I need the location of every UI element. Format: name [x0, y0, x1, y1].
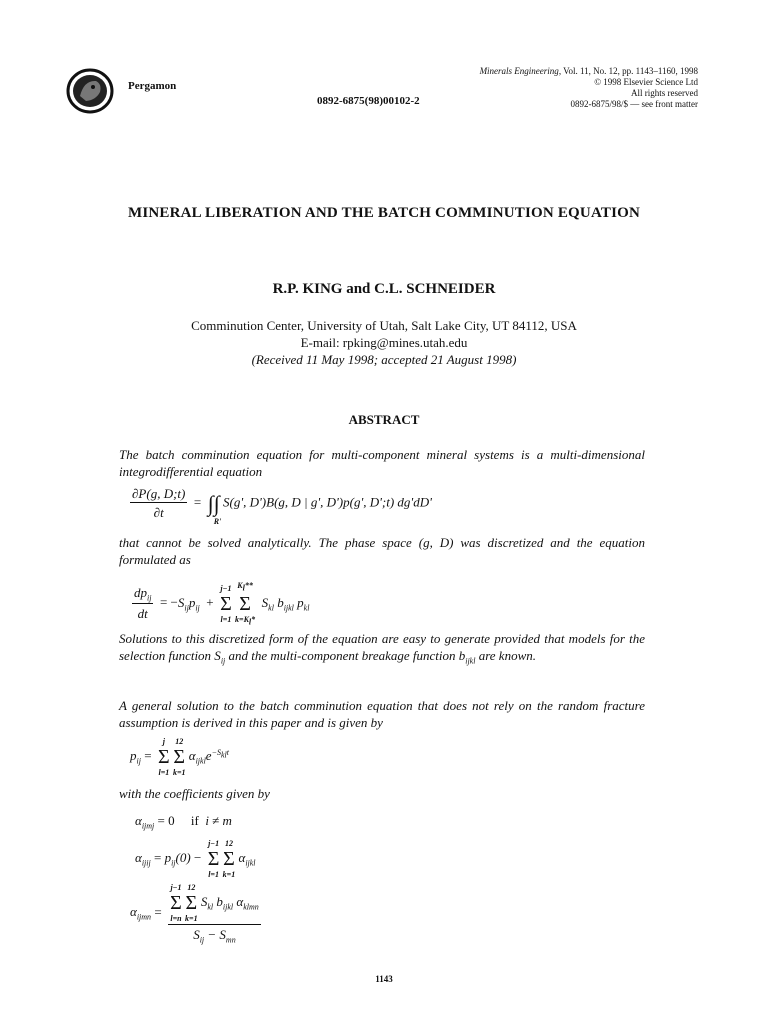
paper-title: MINERAL LIBERATION AND THE BATCH COMMINUTION EQUATION	[127, 205, 641, 221]
equation-coefficient-zero: $\alpha_{ijmj} = 0$ if i ≠ m	[135, 813, 232, 831]
abstract-paragraph-5: with the coefficients given by	[119, 786, 270, 801]
institution: Comminution Center, University of Utah, Salt Lake City, UT 84112, USA	[191, 318, 577, 333]
p3-sub-ijkl: ijkl	[465, 656, 476, 666]
abstract-paragraph-2: that cannot be solved analytically. The phase space (g, D) was discretized and the equation formulated as	[119, 535, 645, 567]
p3-sub-ij: ij	[220, 656, 226, 666]
equation-discretized: $\frac{dp_{ij}}{dt}$ = $-S_{ij}p_{ij}$ + j−1 Σ l=1 $K_l**$ Σ $k=K_l*$ $S_{kl}$ $b_{ijkl}$ $p_{kl}$	[134, 581, 310, 627]
publisher-logo-icon	[66, 68, 114, 114]
equation-coefficient-general: $\alpha_{ijmn}$ = j−1 Σ l=n 12 Σ k=1 $S_{kl}$ $b_{ijkl}$ $\alpha_{klmn}$ $S_{ij} - S_{mn}$	[130, 883, 259, 945]
doi: 0892-6875(98)00102-2	[317, 95, 420, 107]
journal-details: , Vol. 11, No. 12, pp. 1143–1160, 1998	[558, 66, 698, 76]
journal-name: Minerals Engineering	[479, 66, 559, 76]
p3-text-b: and the multi-component breakage function b	[225, 648, 466, 663]
copyright: © 1998 Elsevier Science Ltd	[594, 77, 698, 87]
received-dates: (Received 11 May 1998; accepted 21 August 1998)	[251, 352, 517, 367]
equation-coefficient-diagonal: $\alpha_{ijij} = p_{ij}(0)$ − j−1 Σ l=1 12 Σ k=1 $\alpha_{ijkl}$	[135, 839, 256, 879]
p3-text-c: are known.	[475, 648, 536, 663]
affiliation	[0, 317, 768, 368]
email: E-mail: rpking@mines.utah.edu	[300, 335, 468, 350]
equation-general-solution: $p_{ij}$ = j Σ l=1 12 Σ k=1 $\alpha_{ijkl}e^{-S_{kl}t}$	[130, 737, 229, 777]
journal-citation	[480, 66, 698, 77]
equation-integrodifferential: $\frac{\partial P(g, D;t)}{\partial t}$ = ∫∫ R' S(g', D')B(g, D | g', D')p(g', D';t) dg'dD'	[132, 486, 432, 526]
abstract-paragraph-3	[119, 630, 645, 670]
publisher-name: Pergamon	[128, 80, 177, 92]
paper-authors: R.P. KING and C.L. SCHNEIDER	[272, 281, 496, 297]
journal-info	[480, 66, 698, 110]
page-number: 1143	[375, 974, 393, 984]
p3-text-a: Solutions to this discretized form of the equation are easy to generate provided that models for the selection function S	[119, 631, 645, 663]
abstract-paragraph-1: The batch comminution equation for multi-component mineral systems is a multi-dimensional integrodifferential equation	[119, 447, 645, 479]
abstract-paragraph-4: A general solution to the batch comminution equation that does not rely on the random fracture assumption is derived in this paper and is given by	[119, 698, 645, 730]
issn: 0892-6875/98/$ — see front matter	[570, 99, 698, 109]
rights: All rights reserved	[631, 88, 698, 98]
abstract-heading: ABSTRACT	[348, 412, 420, 427]
